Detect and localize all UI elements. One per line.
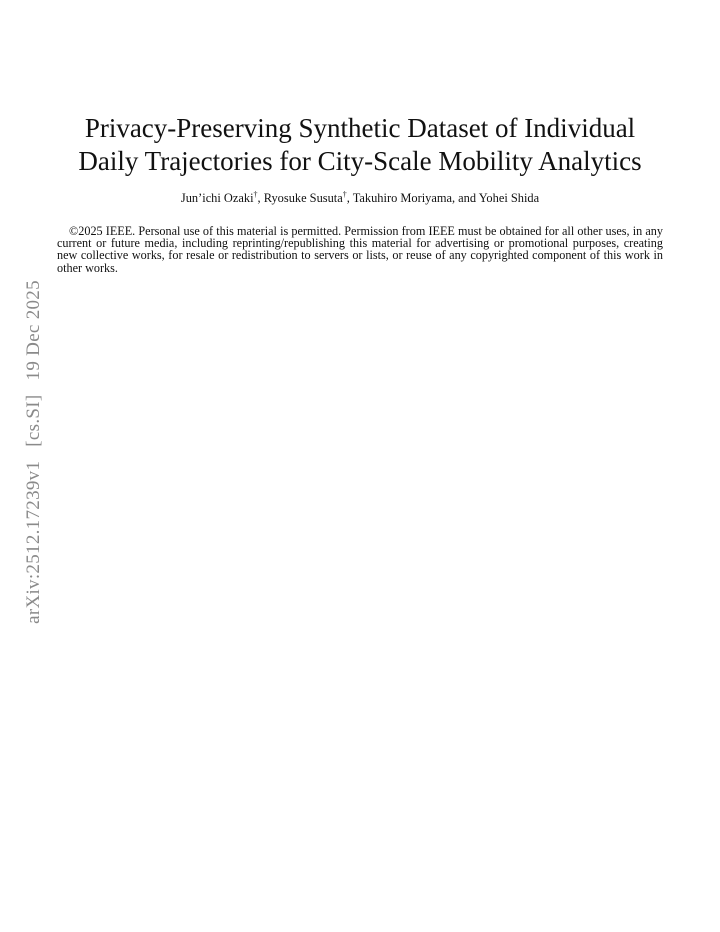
- author-separator: ,: [346, 191, 353, 205]
- arxiv-side-stamp: [23, 280, 45, 624]
- arxiv-id: arXiv:2512.17239v1: [23, 460, 44, 624]
- author-separator: ,: [257, 191, 264, 205]
- author-list: [56, 190, 664, 206]
- author-name: Takuhiro Moriyama: [352, 191, 452, 205]
- arxiv-category: [cs.SI]: [23, 394, 44, 447]
- author-affiliation-mark: †: [253, 189, 258, 199]
- author-affiliation-mark: †: [342, 189, 347, 199]
- paper-title-line-2: Daily Trajectories for City-Scale Mobility Analytics: [78, 146, 642, 176]
- copyright-notice: ©2025 IEEE. Personal use of this material is permitted. Permission from IEEE must be obtained for all other uses, in any current or future media, including reprinting/republishing this material for advertising or promotional purposes, creating new collective works, for resale or redistribution to servers or lists, or reuse of any copyrighted component of this work in other works.: [57, 224, 663, 275]
- arxiv-date: 19 Dec 2025: [23, 280, 44, 381]
- author-name: Ryosuke Susuta: [263, 191, 343, 205]
- author-name: Jun’ichi Ozaki: [180, 191, 254, 205]
- author-separator: , and: [451, 191, 479, 205]
- author-name: Yohei Shida: [478, 191, 540, 205]
- paper-title-line-1: Privacy-Preserving Synthetic Dataset of Individual: [84, 113, 636, 143]
- paper-title: [56, 112, 664, 178]
